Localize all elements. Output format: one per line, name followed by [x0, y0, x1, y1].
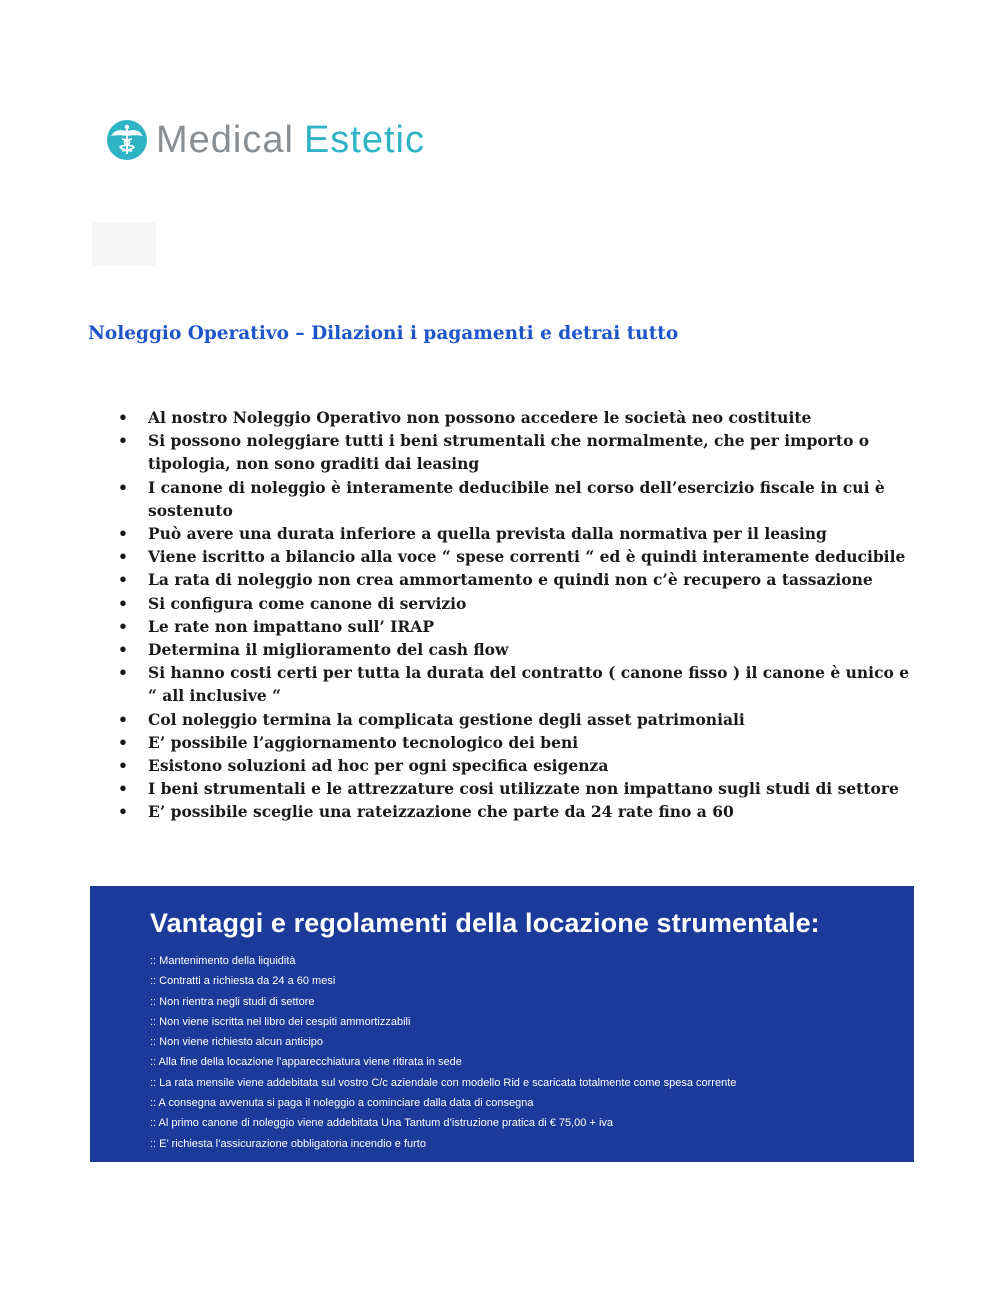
panel-item: :: Mantenimento della liquidità — [150, 955, 296, 967]
panel-item: :: Non rientra negli studi di settore — [150, 995, 315, 1008]
panel-item: :: Alla fine della locazione l’apparecchiatura viene ritirata in sede — [150, 1056, 462, 1069]
bullet-item: • Si configura come canone di servizio — [118, 592, 918, 615]
bullet-item: • E’ possibile sceglie una rateizzazione che parte da 24 rate fino a 60 — [118, 800, 918, 823]
panel-list — [150, 951, 914, 1154]
panel-item: :: A consegna avvenuta si paga il noleggio a cominciare dalla data di consegna — [150, 1097, 534, 1110]
bullet-item: • Esistono soluzioni ad hoc per ogni specifica esigenza — [118, 754, 918, 777]
panel-title: Vantaggi e regolamenti della locazione strumentale: — [150, 908, 820, 938]
panel-item: :: Non viene iscritta nel libro dei cespiti ammortizzabili — [150, 1015, 411, 1028]
bullet-item: • Si possono noleggiare tutti i beni strumentali che normalmente, che per importo o tipologia, non sono graditi dai leasing — [118, 429, 918, 475]
bullet-item: • Può avere una durata inferiore a quella prevista dalla normativa per il leasing — [118, 522, 918, 545]
bullet-item: • I beni strumentali e le attrezzature cosi utilizzate non impattano sugli studi di settore — [118, 777, 918, 800]
logo-word-medical: Medical — [156, 119, 294, 161]
bullet-item: • Determina il miglioramento del cash flow — [118, 638, 918, 661]
panel-item: :: Al primo canone di noleggio viene addebitata Una Tantum d’istruzione pratica di € 75,00 + iva — [150, 1117, 614, 1130]
bullet-item: • Al nostro Noleggio Operativo non possono accedere le società neo costituite — [118, 406, 918, 429]
bullet-item: • Le rate non impattano sull’ IRAP — [118, 615, 918, 638]
bullet-item: • E’ possibile l’aggiornamento tecnologico dei beni — [118, 731, 918, 754]
feature-bullet-list — [118, 406, 918, 824]
medical-estetic-logo — [106, 118, 425, 162]
bullet-item: • Si hanno costi certi per tutta la durata del contratto ( canone fisso ) il canone è unico e “ all inclusive “ — [118, 661, 918, 707]
panel-item: :: La rata mensile viene addebitata sul vostro C/c aziendale con modello Rid e scaricata totalmente come spesa corrente — [150, 1076, 737, 1089]
panel-item: :: Contratti a richiesta da 24 a 60 mesi — [150, 975, 336, 988]
logo-text — [156, 118, 425, 162]
faint-smudge — [92, 222, 156, 266]
panel-item: :: Non viene richiesto alcun anticipo — [150, 1036, 324, 1049]
bullet-item: • La rata di noleggio non crea ammortamento e quindi non c’è recupero a tassazione — [118, 568, 918, 591]
logo-word-estetic: Estetic — [303, 119, 425, 161]
bullet-item: • Viene iscritto a bilancio alla voce “ spese correnti “ ed è quindi interamente deducibile — [118, 545, 918, 568]
caduceus-icon — [106, 119, 148, 161]
page-title: Noleggio Operativo – Dilazioni i pagamenti e detrai tutto — [88, 323, 679, 344]
benefits-panel — [90, 886, 914, 1162]
panel-item: :: E’ richiesta l’assicurazione obbligatoria incendio e furto — [150, 1137, 426, 1150]
bullet-item: • I canone di noleggio è interamente deducibile nel corso dell’esercizio fiscale in cui è sostenuto — [118, 476, 918, 522]
bullet-item: • Col noleggio termina la complicata gestione degli asset patrimoniali — [118, 708, 918, 731]
